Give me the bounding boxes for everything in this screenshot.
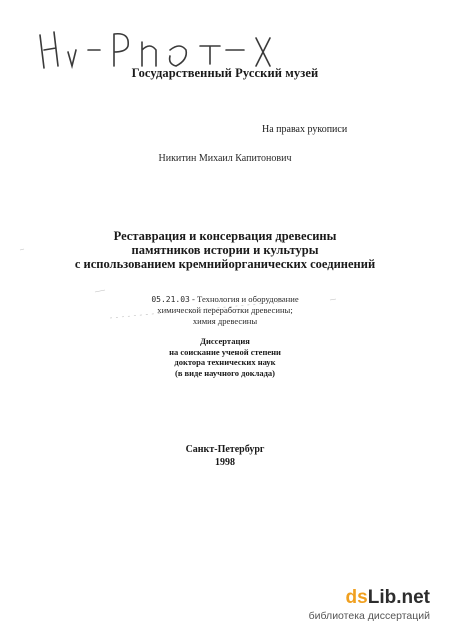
city: Санкт-Петербург bbox=[185, 444, 265, 455]
dslib-caption: библиотека диссертаций bbox=[308, 610, 430, 622]
degree-line: Диссертация bbox=[200, 336, 250, 346]
specialty-line: химия древесины bbox=[192, 316, 258, 326]
title-line: с использованием кремнийорганических соединений bbox=[74, 257, 376, 271]
title-line: памятников истории и культуры bbox=[131, 243, 319, 257]
specialty-block bbox=[0, 294, 450, 327]
title-line: Реставрация и консервация древесины bbox=[113, 229, 337, 243]
dissertation-title bbox=[0, 229, 450, 271]
degree-line: (в виде научного доклада) bbox=[174, 367, 275, 378]
degree-line: на соискание ученой степени bbox=[169, 346, 281, 357]
author-name: Никитин Михаил Капитонович bbox=[158, 153, 292, 164]
year: 1998 bbox=[215, 457, 235, 468]
specialty-line: химической переработки древесины; bbox=[157, 305, 293, 315]
manuscript-rights-note: На правах рукописи bbox=[262, 124, 348, 135]
specialty-line: - Технология и оборудование bbox=[192, 294, 299, 304]
institution-name: Государственный Русский музей bbox=[131, 66, 319, 80]
specialty-code: 05.21.03 bbox=[151, 295, 190, 304]
degree-line: доктора технических наук bbox=[174, 357, 276, 367]
dslib-logo: dsLib.net bbox=[345, 587, 430, 608]
degree-statement bbox=[0, 336, 450, 378]
place-and-year bbox=[0, 443, 450, 469]
